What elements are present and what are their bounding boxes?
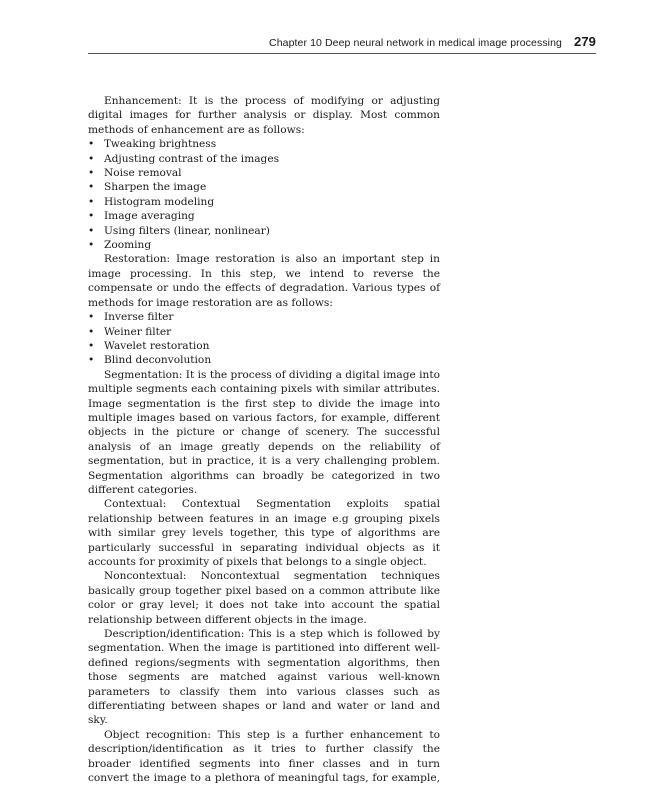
object-recognition-paragraph: Object recognition: This step is a further enhancement to description/identification as it tries to further classify the broader identified segments into finer classes and in turn convert the image to a plethora of meaningful tags, for example,	[88, 728, 440, 785]
list-item: • Using filters (linear, nonlinear)	[88, 224, 440, 238]
chapter-title: Chapter 10 Deep neural network in medical image processing	[269, 37, 562, 49]
list-item: • Noise removal	[88, 166, 440, 180]
restoration-paragraph: Restoration: Image restoration is also an important step in image processing. In this step, we intend to reverse the compensate or undo the effects of degradation. Various types of methods for image restoration are as follows:	[88, 253, 440, 309]
list-item: • Sharpen the image	[88, 180, 440, 194]
description-paragraph: Description/identification: This is a step which is followed by segmentation. When the image is partitioned into different well-defined regions/segments with segmentation algorithms, then those segments are matched against various well-known parameters to classify them into various classes such as differentiating between shapes or land and water or land and sky.	[88, 628, 440, 727]
running-head	[88, 34, 596, 49]
list-item: • Adjusting contrast of the images	[88, 152, 440, 166]
segmentation-paragraph: Segmentation: It is the process of dividing a digital image into multiple segments each containing pixels with similar attributes. Image segmentation is the first step to divide the image into multiple images based on various factors, for example, different objects in the picture or change of scenery. The successful analysis of an image greatly depends on the reliability of segmentation, but in practice, it is a very challenging problem. Segmentation algorithms can broadly be categorized in two different categories.	[88, 368, 440, 496]
enhancement-list	[88, 137, 440, 252]
list-item: • Weiner filter	[88, 325, 440, 339]
header-rule	[88, 53, 596, 54]
body-text	[88, 94, 440, 786]
noncontextual-paragraph: Noncontextual: Noncontextual segmentation techniques basically group together pixel based on a common attribute like color or gray level; it does not take into account the spatial relationship between different objects in the image.	[88, 570, 440, 626]
enhancement-paragraph: Enhancement: It is the process of modifying or adjusting digital images for further analysis or display. Most common methods of enhancement are as follows:	[88, 95, 440, 136]
contextual-paragraph: Contextual: Contextual Segmentation exploits spatial relationship between features in an image e.g grouping pixels with similar grey levels together, this type of algorithms are particularly successful in separating individual objects as it accounts for proximity of pixels that belongs to a single object.	[88, 498, 440, 568]
list-item: • Image averaging	[88, 209, 440, 223]
list-item: • Blind deconvolution	[88, 353, 440, 367]
list-item: • Inverse filter	[88, 310, 440, 324]
list-item: • Wavelet restoration	[88, 339, 440, 353]
restoration-list	[88, 310, 440, 368]
page-number: 279	[574, 34, 596, 49]
list-item: • Histogram modeling	[88, 195, 440, 209]
list-item: • Tweaking brightness	[88, 137, 440, 151]
list-item: • Zooming	[88, 238, 440, 252]
